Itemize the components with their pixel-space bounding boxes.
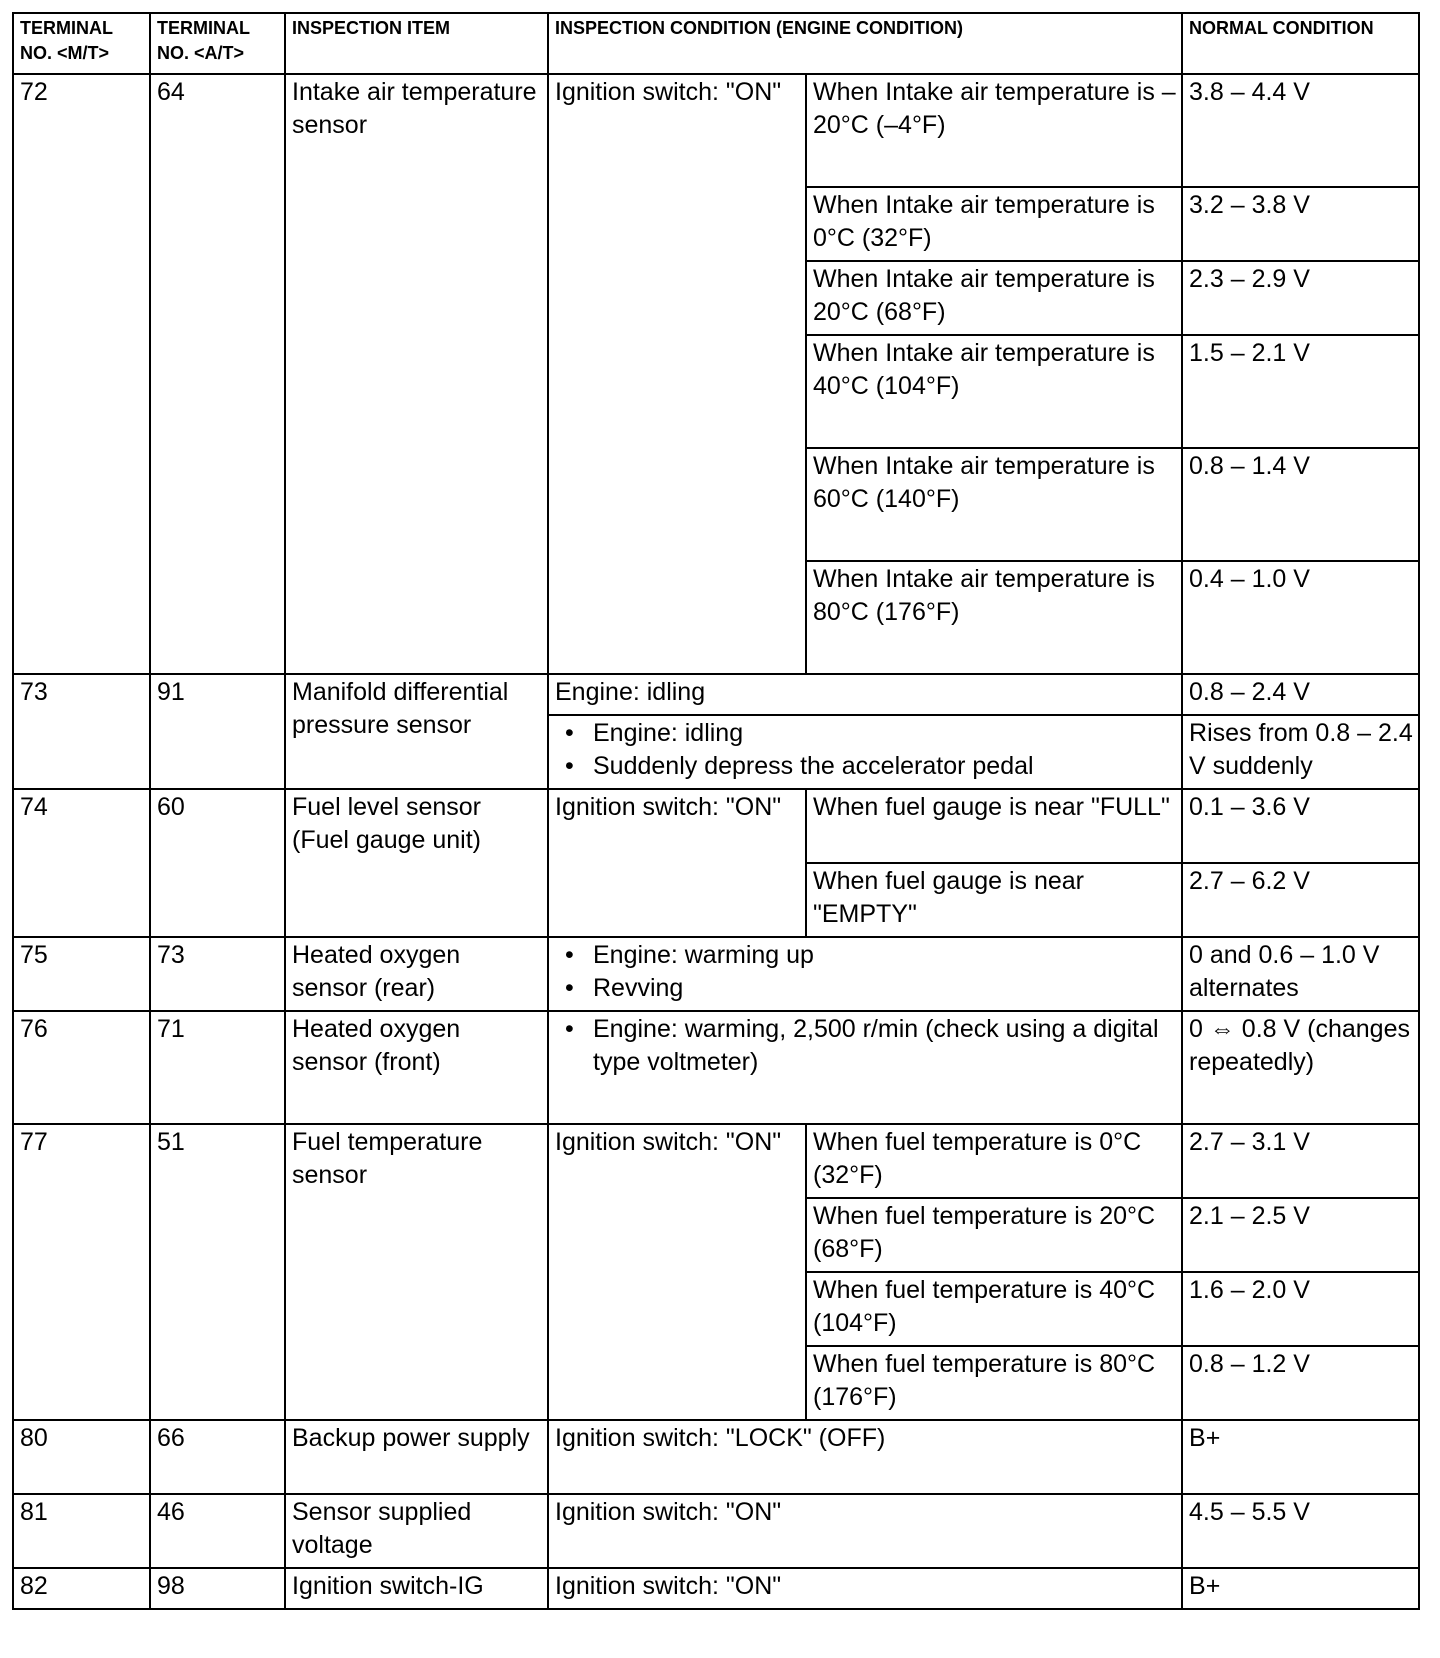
terminal-inspection-table (12, 12, 1420, 1610)
inspection-item-cell: Fuel temperature sensor (285, 1124, 548, 1420)
table-row (13, 1420, 1419, 1494)
condition-bullet: • Suddenly depress the accelerator pedal (555, 750, 1176, 783)
table-row (13, 74, 1419, 187)
normal-condition-cell: 0 ⇔ 0.8 V (changes repeatedly) (1182, 1011, 1419, 1124)
table-row (13, 674, 1419, 715)
table-row (13, 1011, 1419, 1124)
terminal-mt-cell: 75 (13, 937, 150, 1011)
normal-condition-cell: 0.1 – 3.6 V (1182, 789, 1419, 863)
inspection-condition-cell (548, 1011, 1182, 1124)
sub-condition-cell: When Intake air temperature is 60°C (140°F) (806, 448, 1182, 561)
sub-condition-cell: When fuel gauge is near "EMPTY" (806, 863, 1182, 937)
normal-condition-cell: 2.7 – 3.1 V (1182, 1124, 1419, 1198)
terminal-mt-cell: 77 (13, 1124, 150, 1420)
sub-condition-cell: When Intake air temperature is 20°C (68°F) (806, 261, 1182, 335)
normal-condition-cell: 0.8 – 1.2 V (1182, 1346, 1419, 1420)
normal-condition-cell: B+ (1182, 1568, 1419, 1609)
terminal-mt-cell: 80 (13, 1420, 150, 1494)
sub-condition-cell: When Intake air temperature is 80°C (176°F) (806, 561, 1182, 674)
normal-condition-cell: 4.5 – 5.5 V (1182, 1494, 1419, 1568)
inspection-condition-cell (548, 715, 1182, 789)
sub-condition-cell: When Intake air temperature is 40°C (104°F) (806, 335, 1182, 448)
terminal-at-cell: 46 (150, 1494, 285, 1568)
inspection-item-cell: Heated oxygen sensor (front) (285, 1011, 548, 1124)
inspection-item-cell: Manifold differential pressure sensor (285, 674, 548, 789)
sub-condition-cell: When fuel temperature is 80°C (176°F) (806, 1346, 1182, 1420)
terminal-at-cell: 91 (150, 674, 285, 789)
condition-bullet: • Engine: idling (555, 717, 1176, 750)
table-row (13, 1568, 1419, 1609)
inspection-condition-cell: Ignition switch: "ON" (548, 1124, 806, 1420)
sub-condition-cell: When Intake air temperature is 0°C (32°F) (806, 187, 1182, 261)
inspection-condition-cell: Ignition switch: "ON" (548, 1494, 1182, 1568)
condition-bullet-list (555, 939, 1176, 1005)
inspection-condition-cell: Engine: idling (548, 674, 1182, 715)
normal-condition-cell: 2.7 – 6.2 V (1182, 863, 1419, 937)
header-terminal-mt: TERMINAL NO. <M/T> (13, 13, 150, 74)
normal-condition-cell: B+ (1182, 1420, 1419, 1494)
terminal-mt-cell: 73 (13, 674, 150, 789)
sub-condition-cell: When fuel temperature is 40°C (104°F) (806, 1272, 1182, 1346)
normal-condition-cell: 0.8 – 2.4 V (1182, 674, 1419, 715)
terminal-mt-cell: 82 (13, 1568, 150, 1609)
inspection-condition-cell: Ignition switch: "ON" (548, 74, 806, 674)
terminal-at-cell: 98 (150, 1568, 285, 1609)
terminal-at-cell: 71 (150, 1011, 285, 1124)
normal-condition-cell: 1.6 – 2.0 V (1182, 1272, 1419, 1346)
normal-condition-cell: 0 and 0.6 – 1.0 V alternates (1182, 937, 1419, 1011)
inspection-condition-cell: Ignition switch: "LOCK" (OFF) (548, 1420, 1182, 1494)
terminal-mt-cell: 81 (13, 1494, 150, 1568)
terminal-mt-cell: 76 (13, 1011, 150, 1124)
inspection-condition-cell: Ignition switch: "ON" (548, 789, 806, 937)
table-row (13, 1124, 1419, 1198)
header-inspection-item: INSPECTION ITEM (285, 13, 548, 74)
header-inspection-condition: INSPECTION CONDITION (ENGINE CONDITION) (548, 13, 1182, 74)
header-normal-condition: NORMAL CONDITION (1182, 13, 1419, 74)
condition-bullet: • Engine: warming, 2,500 r/min (check using a digital type voltmeter) (555, 1013, 1176, 1079)
sub-condition-cell: When fuel temperature is 0°C (32°F) (806, 1124, 1182, 1198)
normal-condition-cell: 3.2 – 3.8 V (1182, 187, 1419, 261)
inspection-item-cell: Intake air temperature sensor (285, 74, 548, 674)
header-row (13, 13, 1419, 74)
normal-condition-cell: 2.1 – 2.5 V (1182, 1198, 1419, 1272)
terminal-at-cell: 51 (150, 1124, 285, 1420)
inspection-item-cell: Sensor supplied voltage (285, 1494, 548, 1568)
inspection-item-cell: Fuel level sensor (Fuel gauge unit) (285, 789, 548, 937)
normal-condition-cell: 3.8 – 4.4 V (1182, 74, 1419, 187)
inspection-item-cell: Ignition switch-IG (285, 1568, 548, 1609)
table-row (13, 937, 1419, 1011)
terminal-mt-cell: 72 (13, 74, 150, 674)
inspection-item-cell: Backup power supply (285, 1420, 548, 1494)
sub-condition-cell: When Intake air temperature is –20°C (–4°F) (806, 74, 1182, 187)
sub-condition-cell: When fuel gauge is near "FULL" (806, 789, 1182, 863)
terminal-at-cell: 66 (150, 1420, 285, 1494)
header-terminal-at: TERMINAL NO. <A/T> (150, 13, 285, 74)
sub-condition-cell: When fuel temperature is 20°C (68°F) (806, 1198, 1182, 1272)
table-row (13, 1494, 1419, 1568)
inspection-condition-cell (548, 937, 1182, 1011)
terminal-at-cell: 60 (150, 789, 285, 937)
condition-bullet: • Engine: warming up (555, 939, 1176, 972)
table-row (13, 789, 1419, 863)
terminal-mt-cell: 74 (13, 789, 150, 937)
inspection-item-cell: Heated oxygen sensor (rear) (285, 937, 548, 1011)
condition-bullet-list (555, 717, 1176, 783)
inspection-condition-cell: Ignition switch: "ON" (548, 1568, 1182, 1609)
normal-condition-cell: Rises from 0.8 – 2.4 V suddenly (1182, 715, 1419, 789)
terminal-at-cell: 64 (150, 74, 285, 674)
normal-condition-cell: 2.3 – 2.9 V (1182, 261, 1419, 335)
terminal-inspection-sheet (12, 12, 1420, 1610)
condition-bullet-list (555, 1013, 1176, 1079)
normal-condition-cell: 1.5 – 2.1 V (1182, 335, 1419, 448)
normal-condition-cell: 0.4 – 1.0 V (1182, 561, 1419, 674)
normal-condition-cell: 0.8 – 1.4 V (1182, 448, 1419, 561)
condition-bullet: • Revving (555, 972, 1176, 1005)
terminal-at-cell: 73 (150, 937, 285, 1011)
